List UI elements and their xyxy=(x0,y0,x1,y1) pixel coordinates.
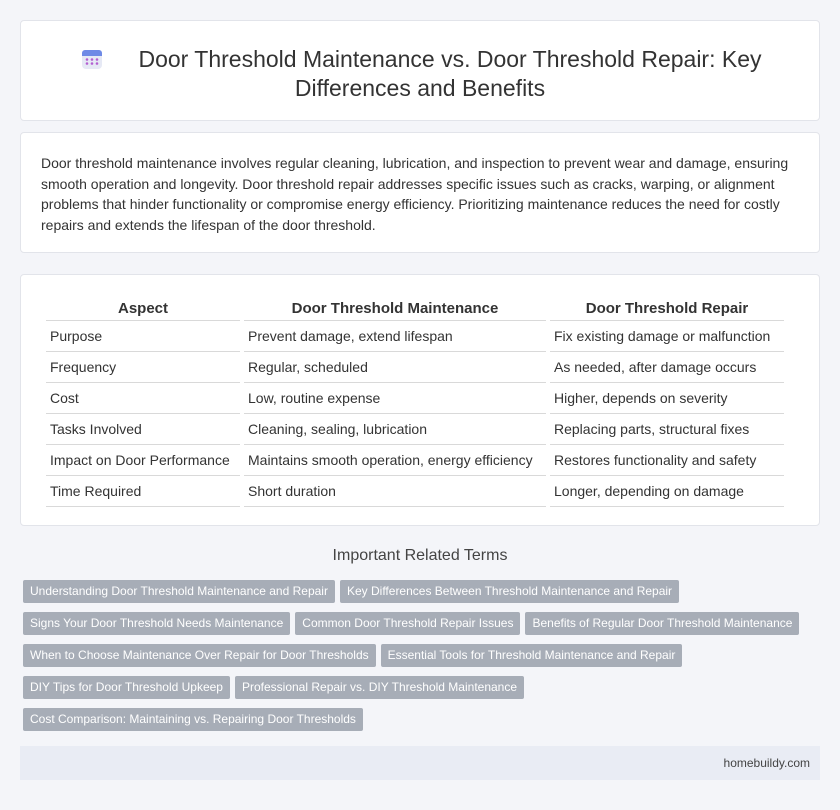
related-term-tag[interactable]: Benefits of Regular Door Threshold Maintenance xyxy=(525,612,799,635)
tag-row xyxy=(23,580,813,612)
intro-card xyxy=(20,132,820,253)
related-term-tag[interactable]: Key Differences Between Threshold Maintenance and Repair xyxy=(340,580,679,603)
related-term-tag[interactable]: Common Door Threshold Repair Issues xyxy=(295,612,520,635)
table-cell: Time Required xyxy=(46,476,240,507)
table-cell: Longer, depending on damage xyxy=(550,476,784,507)
comparison-table-card xyxy=(20,274,820,526)
table-cell: Fix existing damage or malfunction xyxy=(550,321,784,352)
page-title-line-2: Differences and Benefits xyxy=(294,75,546,101)
table-row xyxy=(46,383,784,414)
table-cell: Purpose xyxy=(46,321,240,352)
tag-row xyxy=(23,644,813,676)
table-cell: Cost xyxy=(46,383,240,414)
related-terms-title: Important Related Terms xyxy=(332,547,508,564)
header-aspect: Aspect xyxy=(46,295,240,321)
table-cell: Regular, scheduled xyxy=(244,352,546,383)
table-cell: Short duration xyxy=(244,476,546,507)
comparison-table xyxy=(42,295,788,507)
footer xyxy=(20,746,820,780)
related-term-tag[interactable]: DIY Tips for Door Threshold Upkeep xyxy=(23,676,230,699)
table-row xyxy=(46,476,784,507)
related-terms-list xyxy=(23,580,813,740)
header-repair: Door Threshold Repair xyxy=(550,295,784,321)
table-row xyxy=(46,445,784,476)
table-cell: Higher, depends on severity xyxy=(550,383,784,414)
table-cell: Prevent damage, extend lifespan xyxy=(244,321,546,352)
table-row xyxy=(46,414,784,445)
related-term-tag[interactable]: Cost Comparison: Maintaining vs. Repairing Door Thresholds xyxy=(23,708,363,731)
table-cell: Restores functionality and safety xyxy=(550,445,784,476)
related-term-tag[interactable]: Understanding Door Threshold Maintenance and Repair xyxy=(23,580,335,603)
related-term-tag[interactable]: Signs Your Door Threshold Needs Maintenance xyxy=(23,612,290,635)
table-header-row xyxy=(46,295,784,321)
table-cell: As needed, after damage occurs xyxy=(550,352,784,383)
header-maintenance: Door Threshold Maintenance xyxy=(244,295,546,321)
table-row xyxy=(46,321,784,352)
table-cell: Maintains smooth operation, energy efficiency xyxy=(244,445,546,476)
page-title-line-1: Door Threshold Maintenance vs. Door Threshold Repair: Key xyxy=(138,46,762,72)
tag-row xyxy=(23,612,813,644)
related-term-tag[interactable]: Professional Repair vs. DIY Threshold Maintenance xyxy=(235,676,524,699)
tag-row xyxy=(23,676,813,708)
table-cell: Replacing parts, structural fixes xyxy=(550,414,784,445)
related-term-tag[interactable]: When to Choose Maintenance Over Repair for Door Thresholds xyxy=(23,644,376,667)
header-card xyxy=(20,20,820,121)
table-row xyxy=(46,352,784,383)
page-title xyxy=(21,45,819,103)
table-cell: Tasks Involved xyxy=(46,414,240,445)
related-term-tag[interactable]: Essential Tools for Threshold Maintenance and Repair xyxy=(381,644,683,667)
table-cell: Cleaning, sealing, lubrication xyxy=(244,414,546,445)
table-cell: Frequency xyxy=(46,352,240,383)
intro-paragraph: Door threshold maintenance involves regular cleaning, lubrication, and inspection to prevent wear and damage, ensuring smooth operation and longevity. Door threshold repair addresses specific issues such as cracks, warping, or alignment problems that hinder functionality or compromise energy efficiency. Prioritizing maintenance reduces the need for costly repairs and extends the lifespan of the door threshold. xyxy=(41,155,789,233)
table-cell: Impact on Door Performance xyxy=(46,445,240,476)
table-cell: Low, routine expense xyxy=(244,383,546,414)
footer-site-name: homebuildy.com xyxy=(723,756,810,770)
tag-row xyxy=(23,708,813,740)
